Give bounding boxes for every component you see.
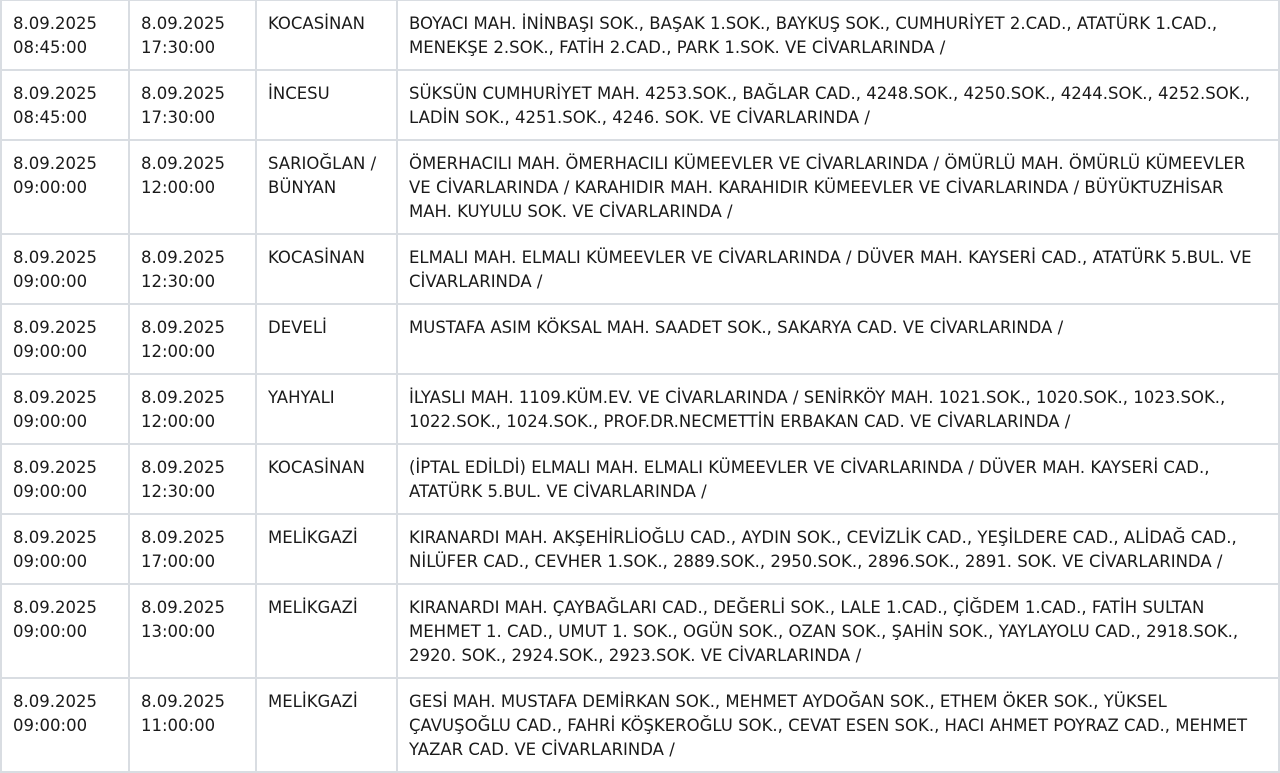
start-time: 09:00:00 bbox=[13, 716, 88, 735]
start-date: 8.09.2025 bbox=[13, 318, 97, 337]
end-date: 8.09.2025 bbox=[141, 248, 225, 267]
address-cell: ELMALI MAH. ELMALI KÜMEEVLER VE CİVARLARINDA / DÜVER MAH. KAYSERİ CAD., ATATÜRK 5.BUL. VE CİVARLARINDA / bbox=[397, 234, 1279, 304]
start-time: 09:00:00 bbox=[13, 412, 88, 431]
end-date: 8.09.2025 bbox=[141, 154, 225, 173]
end-cell bbox=[129, 584, 256, 678]
district-cell: DEVELİ bbox=[256, 304, 397, 374]
end-cell bbox=[129, 678, 256, 772]
district-cell: YAHYALI bbox=[256, 374, 397, 444]
address-cell: ÖMERHACILI MAH. ÖMERHACILI KÜMEEVLER VE CİVARLARINDA / ÖMÜRLÜ MAH. ÖMÜRLÜ KÜMEEVLER VE CİVARLARINDA / KARAHIDIR MAH. KARAHIDIR KÜMEEVLER VE CİVARLARINDA / BÜYÜKTUZHİSAR MAH. KUYULU SOK. VE CİVARLARINDA / bbox=[397, 140, 1279, 234]
start-time: 09:00:00 bbox=[13, 552, 88, 571]
address-cell: KIRANARDI MAH. ÇAYBAĞLARI CAD., DEĞERLİ SOK., LALE 1.CAD., ÇİĞDEM 1.CAD., FATİH SULTAN MEHMET 1. CAD., UMUT 1. SOK., OGÜN SOK., OZAN SOK., ŞAHİN SOK., YAYLAYOLU CAD., 2918.SOK., 2920. SOK., 2924.SOK., 2923.SOK. VE CİVARLARINDA / bbox=[397, 584, 1279, 678]
end-time: 12:30:00 bbox=[141, 482, 216, 501]
start-cell bbox=[1, 140, 129, 234]
start-date: 8.09.2025 bbox=[13, 154, 97, 173]
start-date: 8.09.2025 bbox=[13, 598, 97, 617]
start-date: 8.09.2025 bbox=[13, 528, 97, 547]
start-date: 8.09.2025 bbox=[13, 458, 97, 477]
start-cell bbox=[1, 444, 129, 514]
start-cell bbox=[1, 70, 129, 140]
district-cell: KOCASİNAN bbox=[256, 444, 397, 514]
start-cell bbox=[1, 304, 129, 374]
district-cell: İNCESU bbox=[256, 70, 397, 140]
end-time: 12:00:00 bbox=[141, 342, 216, 361]
end-date: 8.09.2025 bbox=[141, 458, 225, 477]
start-cell bbox=[1, 514, 129, 584]
end-cell bbox=[129, 234, 256, 304]
end-time: 17:30:00 bbox=[141, 38, 216, 57]
end-time: 12:00:00 bbox=[141, 178, 216, 197]
end-date: 8.09.2025 bbox=[141, 598, 225, 617]
district-cell: SARIOĞLAN / BÜNYAN bbox=[256, 140, 397, 234]
table-row bbox=[1, 0, 1279, 70]
end-date: 8.09.2025 bbox=[141, 14, 225, 33]
address-cell: SÜKSÜN CUMHURİYET MAH. 4253.SOK., BAĞLAR CAD., 4248.SOK., 4250.SOK., 4244.SOK., 4252.SOK., LADİN SOK., 4251.SOK., 4246. SOK. VE CİVARLARINDA / bbox=[397, 70, 1279, 140]
end-cell bbox=[129, 70, 256, 140]
end-date: 8.09.2025 bbox=[141, 388, 225, 407]
table-row bbox=[1, 304, 1279, 374]
start-time: 09:00:00 bbox=[13, 342, 88, 361]
table-row bbox=[1, 374, 1279, 444]
end-date: 8.09.2025 bbox=[141, 692, 225, 711]
start-cell bbox=[1, 0, 129, 70]
end-cell bbox=[129, 374, 256, 444]
address-cell: (İPTAL EDİLDİ) ELMALI MAH. ELMALI KÜMEEVLER VE CİVARLARINDA / DÜVER MAH. KAYSERİ CAD., ATATÜRK 5.BUL. VE CİVARLARINDA / bbox=[397, 444, 1279, 514]
end-time: 11:00:00 bbox=[141, 716, 216, 735]
table-row bbox=[1, 514, 1279, 584]
end-date: 8.09.2025 bbox=[141, 528, 225, 547]
address-cell: BOYACI MAH. İNİNBAŞI SOK., BAŞAK 1.SOK., BAYKUŞ SOK., CUMHURİYET 2.CAD., ATATÜRK 1.CAD., MENEKŞE 2.SOK., FATİH 2.CAD., PARK 1.SOK. VE CİVARLARINDA / bbox=[397, 0, 1279, 70]
start-date: 8.09.2025 bbox=[13, 248, 97, 267]
end-date: 8.09.2025 bbox=[141, 84, 225, 103]
start-time: 09:00:00 bbox=[13, 178, 88, 197]
end-cell bbox=[129, 0, 256, 70]
address-cell: GESİ MAH. MUSTAFA DEMİRKAN SOK., MEHMET AYDOĞAN SOK., ETHEM ÖKER SOK., YÜKSEL ÇAVUŞOĞLU CAD., FAHRİ KÖŞKEROĞLU SOK., CEVAT ESEN SOK., HACI AHMET POYRAZ CAD., MEHMET YAZAR CAD. VE CİVARLARINDA / bbox=[397, 678, 1279, 772]
end-cell bbox=[129, 140, 256, 234]
end-time: 17:30:00 bbox=[141, 108, 216, 127]
end-time: 17:00:00 bbox=[141, 552, 216, 571]
end-cell bbox=[129, 304, 256, 374]
district-cell: MELİKGAZİ bbox=[256, 514, 397, 584]
start-date: 8.09.2025 bbox=[13, 692, 97, 711]
start-cell bbox=[1, 584, 129, 678]
start-time: 09:00:00 bbox=[13, 482, 88, 501]
table-row bbox=[1, 444, 1279, 514]
district-cell: KOCASİNAN bbox=[256, 234, 397, 304]
start-date: 8.09.2025 bbox=[13, 388, 97, 407]
end-time: 12:00:00 bbox=[141, 412, 216, 431]
start-time: 08:45:00 bbox=[13, 38, 88, 57]
table-row bbox=[1, 140, 1279, 234]
district-cell: MELİKGAZİ bbox=[256, 678, 397, 772]
start-date: 8.09.2025 bbox=[13, 84, 97, 103]
address-cell: KIRANARDI MAH. AKŞEHİRLİOĞLU CAD., AYDIN SOK., CEVİZLİK CAD., YEŞİLDERE CAD., ALİDAĞ CAD., NİLÜFER CAD., CEVHER 1.SOK., 2889.SOK., 2950.SOK., 2896.SOK., 2891. SOK. VE CİVARLARINDA / bbox=[397, 514, 1279, 584]
address-cell: İLYASLI MAH. 1109.KÜM.EV. VE CİVARLARINDA / SENİRKÖY MAH. 1021.SOK., 1020.SOK., 1023.SOK., 1022.SOK., 1024.SOK., PROF.DR.NECMETTİN ERBAKAN CAD. VE CİVARLARINDA / bbox=[397, 374, 1279, 444]
end-cell bbox=[129, 444, 256, 514]
table-row bbox=[1, 234, 1279, 304]
start-cell bbox=[1, 678, 129, 772]
district-cell: KOCASİNAN bbox=[256, 0, 397, 70]
start-cell bbox=[1, 234, 129, 304]
end-date: 8.09.2025 bbox=[141, 318, 225, 337]
end-time: 13:00:00 bbox=[141, 622, 216, 641]
start-date: 8.09.2025 bbox=[13, 14, 97, 33]
table-row bbox=[1, 678, 1279, 772]
district-cell: MELİKGAZİ bbox=[256, 584, 397, 678]
address-cell: MUSTAFA ASIM KÖKSAL MAH. SAADET SOK., SAKARYA CAD. VE CİVARLARINDA / bbox=[397, 304, 1279, 374]
start-time: 09:00:00 bbox=[13, 272, 88, 291]
table-row bbox=[1, 70, 1279, 140]
start-time: 09:00:00 bbox=[13, 622, 88, 641]
table-row bbox=[1, 584, 1279, 678]
start-time: 08:45:00 bbox=[13, 108, 88, 127]
start-cell bbox=[1, 374, 129, 444]
end-cell bbox=[129, 514, 256, 584]
end-time: 12:30:00 bbox=[141, 272, 216, 291]
